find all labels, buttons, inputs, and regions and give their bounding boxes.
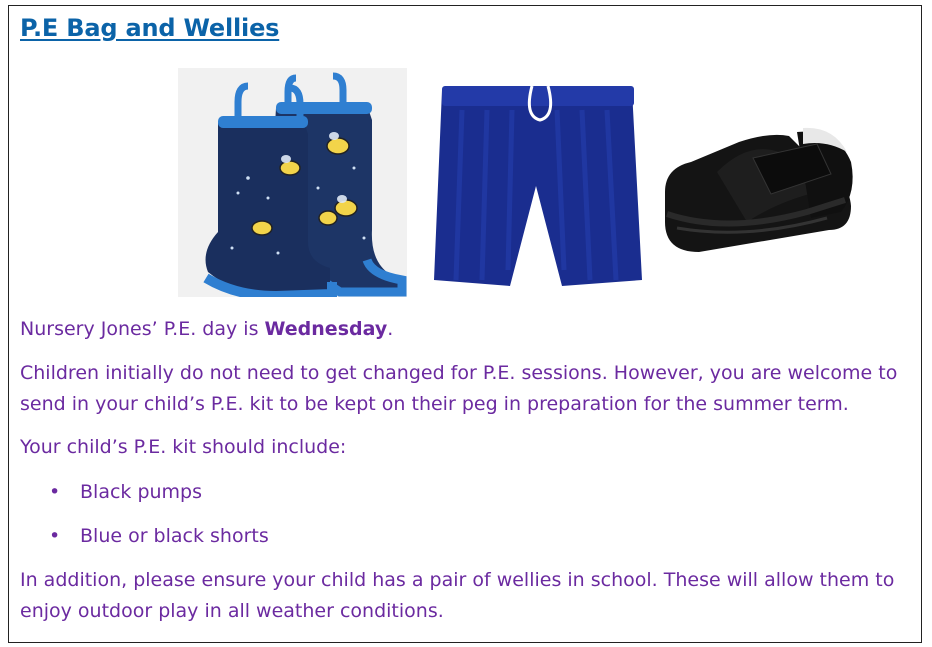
list-item-label: Blue or black shorts — [80, 525, 269, 547]
bullet-icon: • — [49, 525, 61, 547]
rain-boots-icon — [178, 68, 407, 297]
wellies-image — [178, 68, 407, 297]
page-title[interactable]: P.E Bag and Wellies — [20, 14, 280, 42]
wellies-paragraph: In addition, please ensure your child has a pair of wellies in school. These will allow them to enjoy outdoor play in all weather conditions. — [20, 569, 895, 622]
pumps-image — [657, 82, 857, 278]
pe-day-text-start: Nursery Jones’ P.E. day is — [20, 318, 265, 340]
bullet-icon: • — [49, 481, 61, 503]
shorts-image — [432, 80, 642, 292]
list-item-label: Black pumps — [80, 481, 203, 503]
pe-day-value: Wednesday — [264, 318, 388, 340]
pe-day-text-end: . — [387, 318, 394, 340]
changing-info-paragraph: Children initially do not need to get changed for P.E. sessions. However, you are welcome to send in your child’s P.E. kit to be kept on their peg in preparation for the summer term. — [20, 362, 898, 415]
list-item — [20, 477, 269, 521]
black-pumps-icon — [657, 82, 857, 278]
pe-shorts-icon — [432, 80, 642, 292]
kit-intro-text: Your child’s P.E. kit should include: — [20, 436, 347, 458]
list-item — [20, 521, 269, 565]
pe-day-text — [20, 314, 915, 345]
kit-list — [20, 477, 269, 565]
